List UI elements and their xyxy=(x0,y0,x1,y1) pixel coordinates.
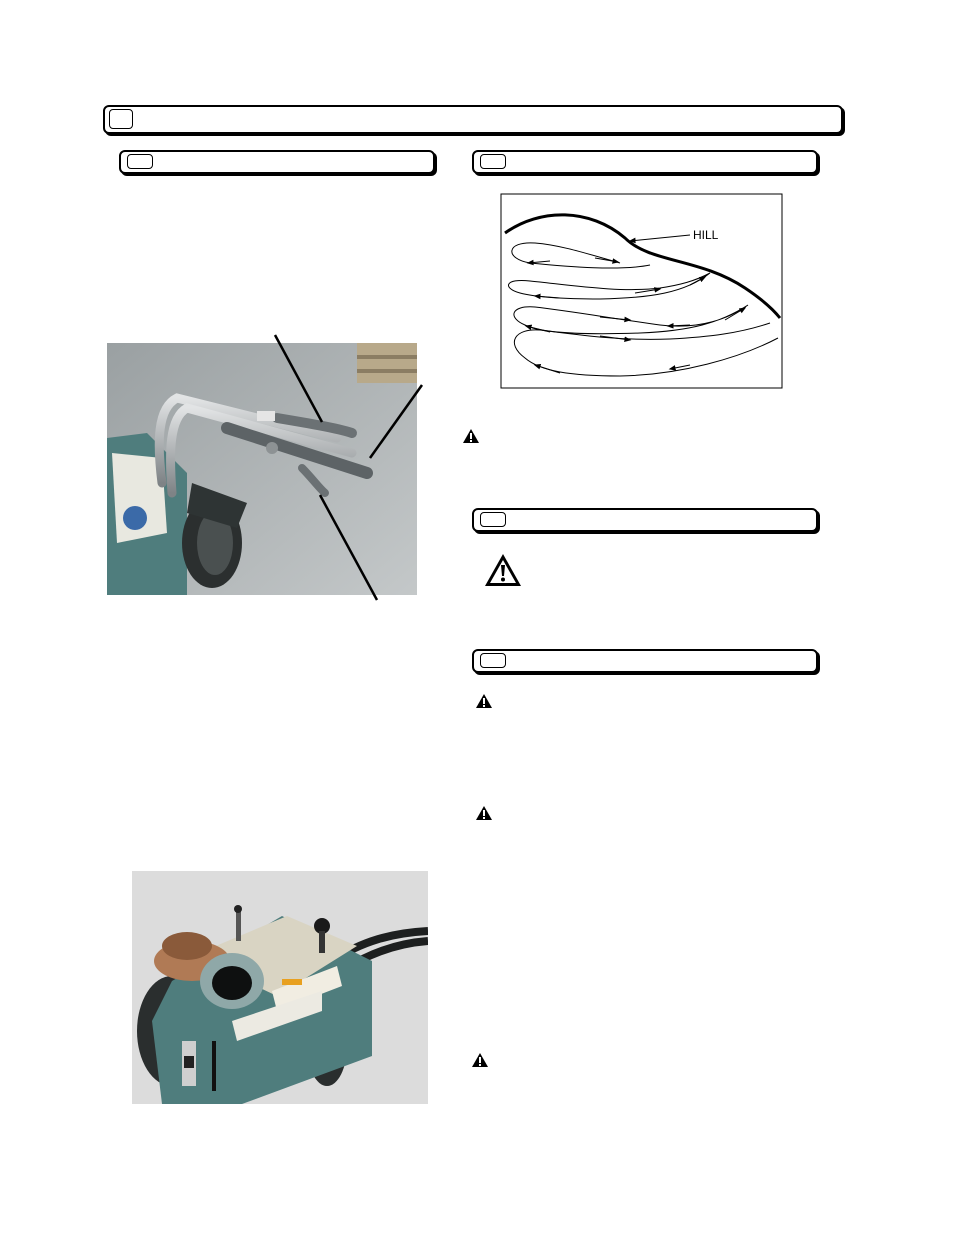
warning-subsection-number xyxy=(480,512,506,527)
section-number xyxy=(109,109,133,129)
leader-line-top xyxy=(275,335,322,422)
left-subsection-number xyxy=(127,154,153,169)
warning-triangle-icon xyxy=(475,693,493,709)
warning-subsection-header xyxy=(472,508,818,532)
operation-subsection-header xyxy=(472,649,818,673)
left-subsection-header xyxy=(119,150,435,174)
leader-line-bottom xyxy=(320,495,377,600)
hill-diagram-frame xyxy=(501,194,782,388)
engine-photo xyxy=(132,871,428,1104)
warning-triangle-icon xyxy=(483,552,523,588)
handle-leader-lines xyxy=(260,330,430,602)
leader-line-right xyxy=(370,385,422,458)
hill-label: HILL xyxy=(693,228,719,242)
warning-triangle-icon xyxy=(475,805,493,821)
warning-triangle-icon xyxy=(471,1052,489,1068)
warning-triangle-icon xyxy=(462,428,480,444)
hill-diagram xyxy=(500,193,784,391)
hill-subsection-number xyxy=(480,154,506,169)
section-header xyxy=(103,105,843,134)
hill-subsection-header xyxy=(472,150,818,174)
operation-subsection-number xyxy=(480,653,506,668)
